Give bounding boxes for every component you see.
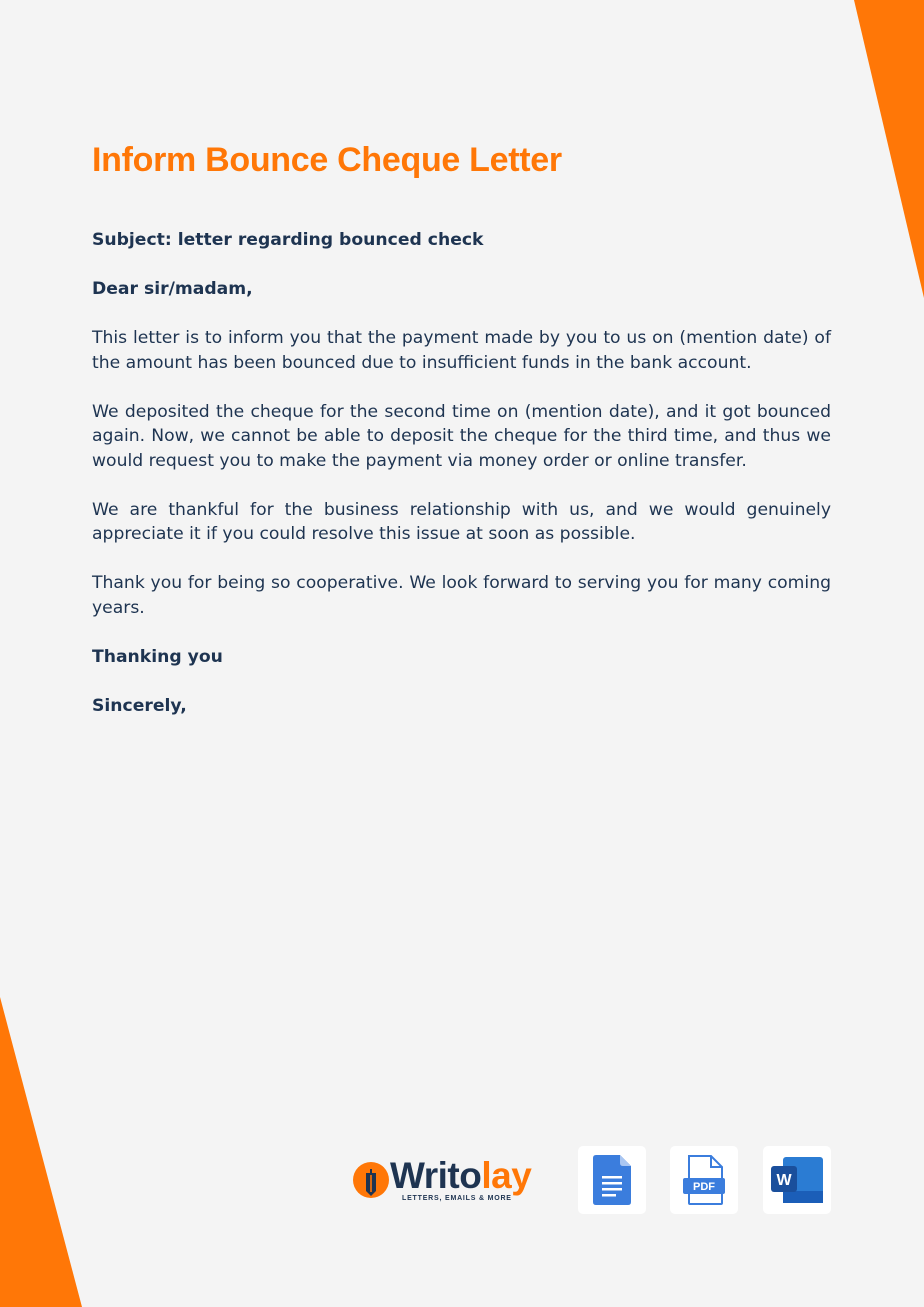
logo-wordmark: Writolay: [390, 1155, 532, 1196]
page-title: Inform Bounce Cheque Letter: [92, 141, 562, 179]
pdf-button[interactable]: [670, 1146, 738, 1214]
pdf-file-icon: [681, 1155, 727, 1205]
letter-signoff: Sincerely,: [92, 695, 187, 716]
ms-word-icon: [769, 1155, 825, 1205]
letter-paragraph-2: We deposited the cheque for the second time on (mention date), and it got bounced again. Now, we cannot be able to deposit the cheque for the third time, and thus we would request you to make the payment via money order or online transfer.: [92, 401, 831, 471]
letter-paragraph-4: Thank you for being so cooperative. We look forward to serving you for many coming years.: [92, 573, 831, 618]
letter-salutation: Dear sir/madam,: [92, 279, 253, 299]
google-docs-button[interactable]: [578, 1146, 646, 1214]
letter-paragraph-1: This letter is to inform you that the payment made by you to us on (mention date) of the amount has been bounced due to insufficient funds in the bank account.: [92, 328, 831, 373]
letter-subject: Subject: letter regarding bounced check: [92, 230, 484, 250]
word-label: W: [776, 1172, 792, 1189]
letter-body: [92, 139, 831, 743]
corner-decoration-bottom: [0, 997, 85, 1307]
pdf-label: PDF: [693, 1181, 715, 1193]
ms-word-button[interactable]: [763, 1146, 831, 1214]
letter-paragraph-3: We are thankful for the business relationship with us, and we would genuinely appreciate it if you could resolve this issue at soon as possible.: [92, 499, 831, 544]
google-docs-icon: [593, 1155, 631, 1205]
writolay-logo[interactable]: [352, 1155, 547, 1204]
corner-decoration-top: [854, 0, 924, 300]
letter-thanks: Thanking you: [92, 646, 223, 667]
pen-nib-icon: [352, 1161, 390, 1199]
logo-tagline: LETTERS, EMAILS & MORE: [402, 1195, 512, 1202]
